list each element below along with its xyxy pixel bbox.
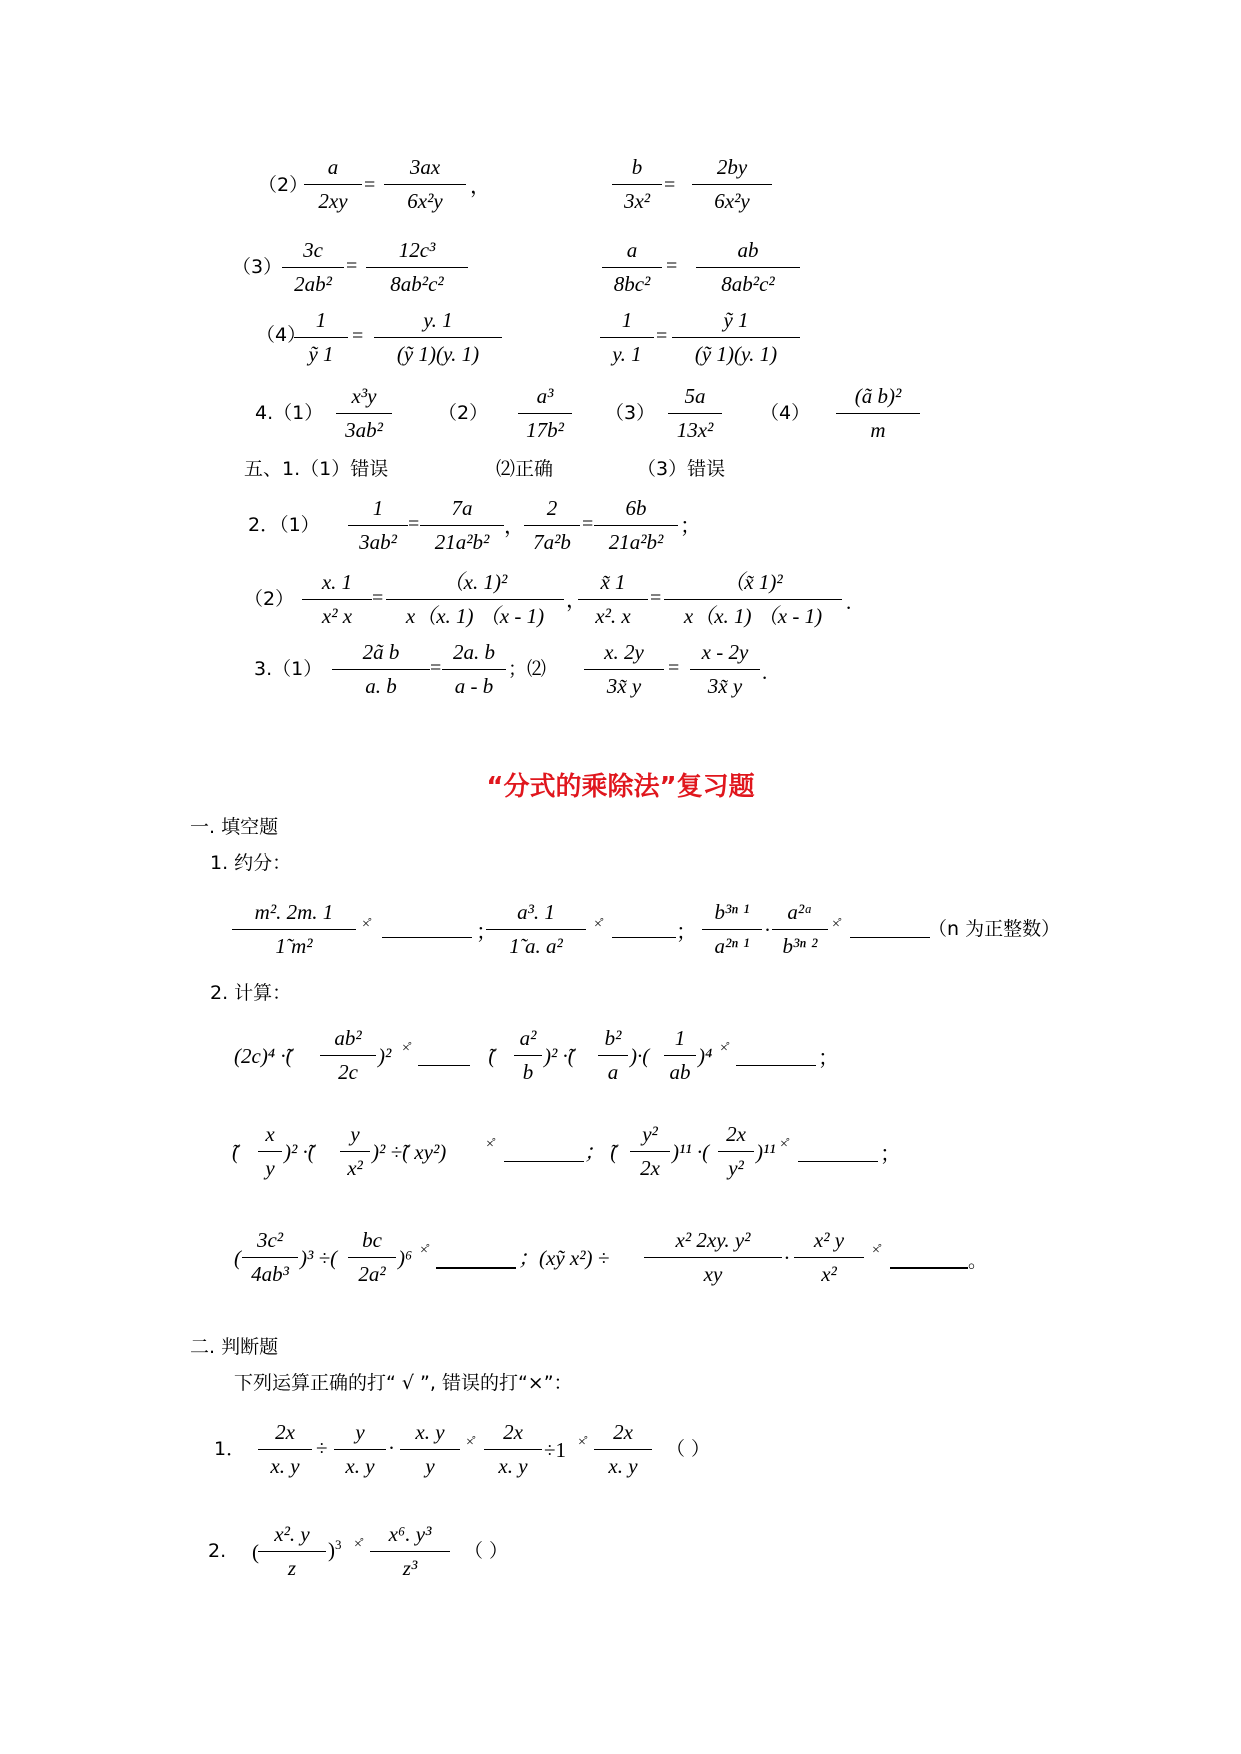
eq-glyph: ×̊ xyxy=(354,1537,362,1552)
section-five-t2: ⑵正确 xyxy=(496,458,554,480)
answer-blank[interactable] xyxy=(850,936,930,938)
fraction: x̃ 1 x². x xyxy=(578,572,648,627)
section-five-t3: （3）错误 xyxy=(637,458,726,480)
semicolon: ； xyxy=(476,920,497,944)
fraction: a 8bc² xyxy=(602,240,662,295)
expr-part: ÷1 xyxy=(544,1438,567,1462)
semicolon: ； xyxy=(676,920,697,944)
judge-1-label: 1． xyxy=(214,1438,246,1460)
fraction: x. y y xyxy=(400,1422,460,1477)
eq-glyph: ×̊ xyxy=(466,1435,474,1450)
page-title: “分式的乘除法”复习题 xyxy=(486,772,755,802)
fraction: x. 2y 3x̃ y xyxy=(584,642,664,697)
fraction: x⁶. y³ z³ xyxy=(370,1524,450,1579)
fraction: 2x x. y xyxy=(484,1422,542,1477)
answer-4-label: （4） xyxy=(256,324,307,346)
expr-part: )¹¹ xyxy=(756,1140,776,1164)
fraction: 2x x. y xyxy=(258,1422,312,1477)
equals: = xyxy=(408,513,420,535)
fraction: x² 2xy. y² xy xyxy=(644,1230,782,1285)
fraction: 1 3ab² xyxy=(348,498,408,553)
expr-part: )² ÷̃( xy²) xyxy=(372,1140,447,1164)
equals: = xyxy=(668,657,680,679)
fraction: 2 7a²b xyxy=(524,498,580,553)
fraction: 5a 13x² xyxy=(668,386,722,441)
fraction: bc 2a² xyxy=(348,1230,396,1285)
eq-glyph: ×̊ xyxy=(486,1137,494,1152)
fraction: 2x x. y xyxy=(594,1422,652,1477)
equals: = xyxy=(650,587,662,609)
fraction: a²ᵃ b³ⁿ ² xyxy=(772,902,828,957)
eq-glyph: ×̊ xyxy=(872,1243,880,1258)
fraction: 2ã b a. b xyxy=(332,642,430,697)
answer-blank[interactable] xyxy=(436,1266,516,1269)
fraction: a² b xyxy=(514,1028,542,1083)
equals: = xyxy=(582,513,594,535)
fraction: (ã b)² m xyxy=(836,386,920,441)
fraction: x² y x² xyxy=(794,1230,864,1285)
dot: · xyxy=(764,918,771,942)
q2-label: 2. 计算： xyxy=(210,982,292,1004)
fraction: 1 ab xyxy=(664,1028,696,1083)
comma: ， xyxy=(504,514,525,538)
five-2b-label: （2） xyxy=(244,588,295,610)
eq-glyph: ×̊ xyxy=(780,1137,788,1152)
fraction: 3c² 4ab³ xyxy=(242,1230,298,1285)
fraction: b 3x² xyxy=(612,157,662,212)
section1-heading: 一. 填空题 xyxy=(190,816,279,838)
expr-part: ̃( xyxy=(232,1140,239,1164)
note: （n 为正整数） xyxy=(928,918,1061,940)
fraction: ab 8ab²c² xyxy=(696,240,800,295)
fraction: 1 y. 1 xyxy=(600,310,654,365)
eq-glyph: ×̊ xyxy=(594,917,602,932)
fraction: b² a xyxy=(598,1028,628,1083)
equals: = xyxy=(666,255,678,277)
section2-instruction: 下列运算正确的打“ √ ”, 错误的打“×”： xyxy=(234,1372,573,1394)
expr-part: (2c)⁴ ·̃( xyxy=(234,1044,293,1068)
eq-glyph: ×̊ xyxy=(578,1435,586,1450)
expr-part: )⁴ xyxy=(698,1044,713,1068)
eq-glyph: ×̊ xyxy=(362,917,370,932)
answer-2-label: （2） xyxy=(258,174,309,196)
answer-blank[interactable] xyxy=(418,1064,470,1066)
expr-part: · xyxy=(784,1246,790,1270)
equals: = xyxy=(364,174,376,196)
equals: = xyxy=(430,657,442,679)
q4-label-3: （3） xyxy=(605,402,656,424)
divide: ÷ xyxy=(316,1436,328,1460)
judge-2-label: 2. xyxy=(208,1540,227,1562)
fraction: a³ 17b² xyxy=(518,386,572,441)
fraction: 6b 21a²b² xyxy=(594,498,678,553)
answer-blank[interactable] xyxy=(382,936,472,938)
fraction: 2a. b a - b xyxy=(442,642,506,697)
fraction: （x. 1)² x（x. 1) （x - 1) xyxy=(386,572,564,627)
section-five-line: 五、1.（1）错误 xyxy=(244,458,389,480)
expr-part: ；(xỹ x²) ÷ xyxy=(518,1246,610,1270)
answer-blank[interactable] xyxy=(890,1266,968,1269)
five-3-label: 3.（1） xyxy=(254,658,323,680)
period: . xyxy=(762,660,768,684)
answer-blank[interactable] xyxy=(504,1160,584,1162)
fraction: 12c³ 8ab²c² xyxy=(366,240,468,295)
comma: ， xyxy=(470,174,491,198)
semicolon: ； xyxy=(680,514,701,538)
five-2-label: 2．（1） xyxy=(248,514,320,536)
answer-blank[interactable] xyxy=(736,1064,816,1066)
equals: = xyxy=(664,174,676,196)
expr-part: ；̃( xyxy=(472,1044,496,1068)
expr-part: ( xyxy=(234,1246,241,1270)
equals: = xyxy=(346,255,358,277)
expr-part: )² ·̃( xyxy=(284,1140,315,1164)
answer-3-label: （3） xyxy=(232,256,283,278)
eq-glyph: ×̊ xyxy=(832,917,840,932)
fraction: ỹ 1 (ỹ 1)(y. 1) xyxy=(672,310,800,365)
fraction: y x. y xyxy=(334,1422,386,1477)
fraction: 2x y² xyxy=(718,1124,754,1179)
fraction: y x² xyxy=(340,1124,370,1179)
fraction: m². 2m. 1 1̃ m² xyxy=(232,902,356,957)
eq-glyph: ×̊ xyxy=(420,1243,428,1258)
fraction: （x̃ 1)² x（x. 1) （x - 1) xyxy=(664,572,842,627)
expr-part: ； ̃( xyxy=(584,1140,618,1164)
expr-part: )⁶ xyxy=(398,1246,413,1270)
expr-part: )¹¹ ·( xyxy=(672,1140,710,1164)
fraction: x². y z xyxy=(258,1524,326,1579)
q4-label-2: （2） xyxy=(438,402,489,424)
five-3-mid: ；⑵ xyxy=(508,658,547,680)
fraction: 7a 21a²b² xyxy=(420,498,504,553)
expr-part: )·( xyxy=(630,1044,650,1068)
section2-heading: 二. 判断题 xyxy=(190,1336,279,1358)
paren-open: ( xyxy=(252,1540,259,1564)
eq-glyph: ×̊ xyxy=(720,1041,728,1056)
judge-2-answer-box[interactable]: （ ） xyxy=(464,1540,509,1562)
q1-label: 1. 约分： xyxy=(210,852,292,874)
answer-blank[interactable] xyxy=(798,1160,878,1162)
fraction: 2by 6x²y xyxy=(692,157,772,212)
fraction: x - 2y 3x̃ y xyxy=(690,642,760,697)
fraction: x³y 3ab² xyxy=(336,386,392,441)
answer-blank[interactable] xyxy=(612,936,676,938)
fraction: y. 1 (ỹ 1)(y. 1) xyxy=(374,310,502,365)
fraction: b³ⁿ ¹ a²ⁿ ¹ xyxy=(702,902,762,957)
semicolon: ； xyxy=(880,1142,901,1166)
expr-part: )² xyxy=(378,1044,392,1068)
end-mark: 。 xyxy=(968,1250,988,1272)
equals: = xyxy=(352,325,364,347)
expr-part: )² ·̃( xyxy=(544,1044,575,1068)
q4-label-4: （4） xyxy=(760,402,811,424)
dot: · xyxy=(388,1436,395,1460)
equals: = xyxy=(372,587,384,609)
fraction: 3c 2ab² xyxy=(282,240,344,295)
fraction: x. 1 x² x xyxy=(302,572,372,627)
judge-1-answer-box[interactable]: （ ） xyxy=(666,1438,711,1460)
fraction: a 2xy xyxy=(304,157,362,212)
fraction: 1 ỹ 1 xyxy=(294,310,348,365)
semicolon: ； xyxy=(818,1046,839,1070)
equals: = xyxy=(656,325,668,347)
comma: ， xyxy=(566,588,587,612)
fraction: 3ax 6x²y xyxy=(384,157,466,212)
period: . xyxy=(846,590,852,614)
paren-close-cube: )$^3$ xyxy=(328,1537,342,1562)
fraction: ab² 2c xyxy=(320,1028,376,1083)
eq-glyph: ×̊ xyxy=(402,1041,410,1056)
q4-label: 4.（1） xyxy=(255,402,324,424)
expr-part: )³ ÷( xyxy=(300,1246,338,1270)
fraction: y² 2x xyxy=(630,1124,670,1179)
fraction: x y xyxy=(258,1124,282,1179)
fraction: a³. 1 1̃ a. a² xyxy=(486,902,586,957)
